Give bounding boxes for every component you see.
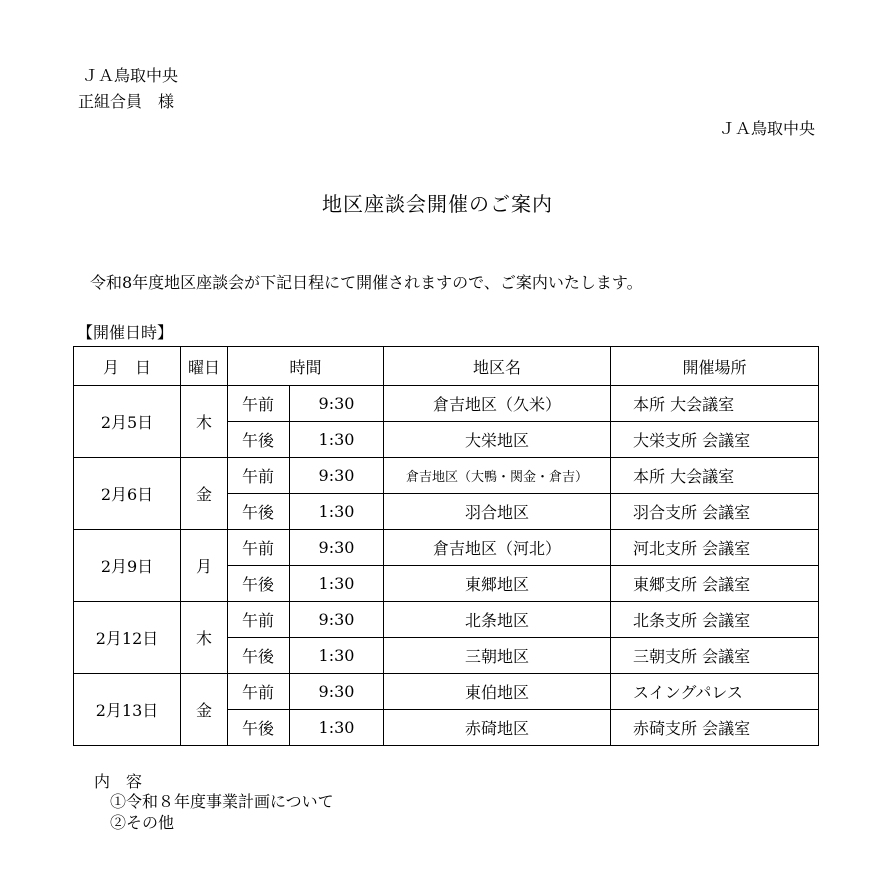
schedule-heading: 【開催日時】 xyxy=(77,323,174,342)
venue-cell: 河北支所 会議室 xyxy=(611,530,819,566)
intro-text: 令和8年度地区座談会が下記日程にて開催されますので、ご案内いたします。 xyxy=(90,273,643,292)
weekday-cell: 金 xyxy=(181,674,228,746)
district-cell: 赤碕地区 xyxy=(384,710,611,746)
period-cell: 午前 xyxy=(228,674,290,710)
contents-item: ②その他 xyxy=(110,813,175,832)
time-cell: 9:30 xyxy=(290,602,384,638)
venue-cell: スイングパレス xyxy=(611,674,819,710)
time-cell: 9:30 xyxy=(290,530,384,566)
table-row xyxy=(74,386,819,422)
venue-cell: 三朝支所 会議室 xyxy=(611,638,819,674)
time-cell: 1:30 xyxy=(290,638,384,674)
period-cell: 午後 xyxy=(228,638,290,674)
table-header-row xyxy=(74,347,819,386)
period-cell: 午後 xyxy=(228,566,290,602)
district-cell: 東伯地区 xyxy=(384,674,611,710)
weekday-cell: 木 xyxy=(181,386,228,458)
time-cell: 1:30 xyxy=(290,710,384,746)
time-cell: 9:30 xyxy=(290,386,384,422)
header-district: 地区名 xyxy=(384,347,611,386)
venue-cell: 本所 大会議室 xyxy=(611,458,819,494)
weekday-cell: 月 xyxy=(181,530,228,602)
date-cell: 2月12日 xyxy=(74,602,181,674)
sender: ＪＡ鳥取中央 xyxy=(718,119,815,138)
district-cell: 羽合地区 xyxy=(384,494,611,530)
page-title: 地区座談会開催のご案内 xyxy=(322,192,553,216)
date-cell: 2月5日 xyxy=(74,386,181,458)
time-cell: 1:30 xyxy=(290,494,384,530)
table-row xyxy=(74,530,819,566)
contents-item: ①令和８年度事業計画について xyxy=(110,792,334,811)
recipient-org: ＪＡ鳥取中央 xyxy=(82,66,179,85)
weekday-cell: 金 xyxy=(181,458,228,530)
period-cell: 午後 xyxy=(228,422,290,458)
period-cell: 午前 xyxy=(228,386,290,422)
period-cell: 午前 xyxy=(228,602,290,638)
header-date: 月 日 xyxy=(74,347,181,386)
district-cell: 大栄地区 xyxy=(384,422,611,458)
venue-cell: 羽合支所 会議室 xyxy=(611,494,819,530)
district-cell: 三朝地区 xyxy=(384,638,611,674)
venue-cell: 東郷支所 会議室 xyxy=(611,566,819,602)
table-row xyxy=(74,458,819,494)
time-cell: 9:30 xyxy=(290,674,384,710)
time-cell: 1:30 xyxy=(290,422,384,458)
venue-cell: 大栄支所 会議室 xyxy=(611,422,819,458)
period-cell: 午後 xyxy=(228,710,290,746)
date-cell: 2月6日 xyxy=(74,458,181,530)
period-cell: 午前 xyxy=(228,458,290,494)
schedule-table xyxy=(73,346,819,746)
district-cell: 倉吉地区（河北） xyxy=(384,530,611,566)
header-weekday: 曜日 xyxy=(181,347,228,386)
header-venue: 開催場所 xyxy=(611,347,819,386)
venue-cell: 赤碕支所 会議室 xyxy=(611,710,819,746)
venue-cell: 本所 大会議室 xyxy=(611,386,819,422)
period-cell: 午前 xyxy=(228,530,290,566)
contents-heading: 内 容 xyxy=(94,772,143,791)
period-cell: 午後 xyxy=(228,494,290,530)
header-time: 時間 xyxy=(228,347,384,386)
time-cell: 9:30 xyxy=(290,458,384,494)
recipient-name: 正組合員 様 xyxy=(78,92,175,111)
district-cell: 倉吉地区（久米） xyxy=(384,386,611,422)
date-cell: 2月9日 xyxy=(74,530,181,602)
time-cell: 1:30 xyxy=(290,566,384,602)
weekday-cell: 木 xyxy=(181,602,228,674)
venue-cell: 北条支所 会議室 xyxy=(611,602,819,638)
district-cell: 倉吉地区（大鴨・関金・倉吉） xyxy=(384,458,611,494)
table-row xyxy=(74,602,819,638)
district-cell: 東郷地区 xyxy=(384,566,611,602)
district-cell: 北条地区 xyxy=(384,602,611,638)
date-cell: 2月13日 xyxy=(74,674,181,746)
table-row xyxy=(74,674,819,710)
